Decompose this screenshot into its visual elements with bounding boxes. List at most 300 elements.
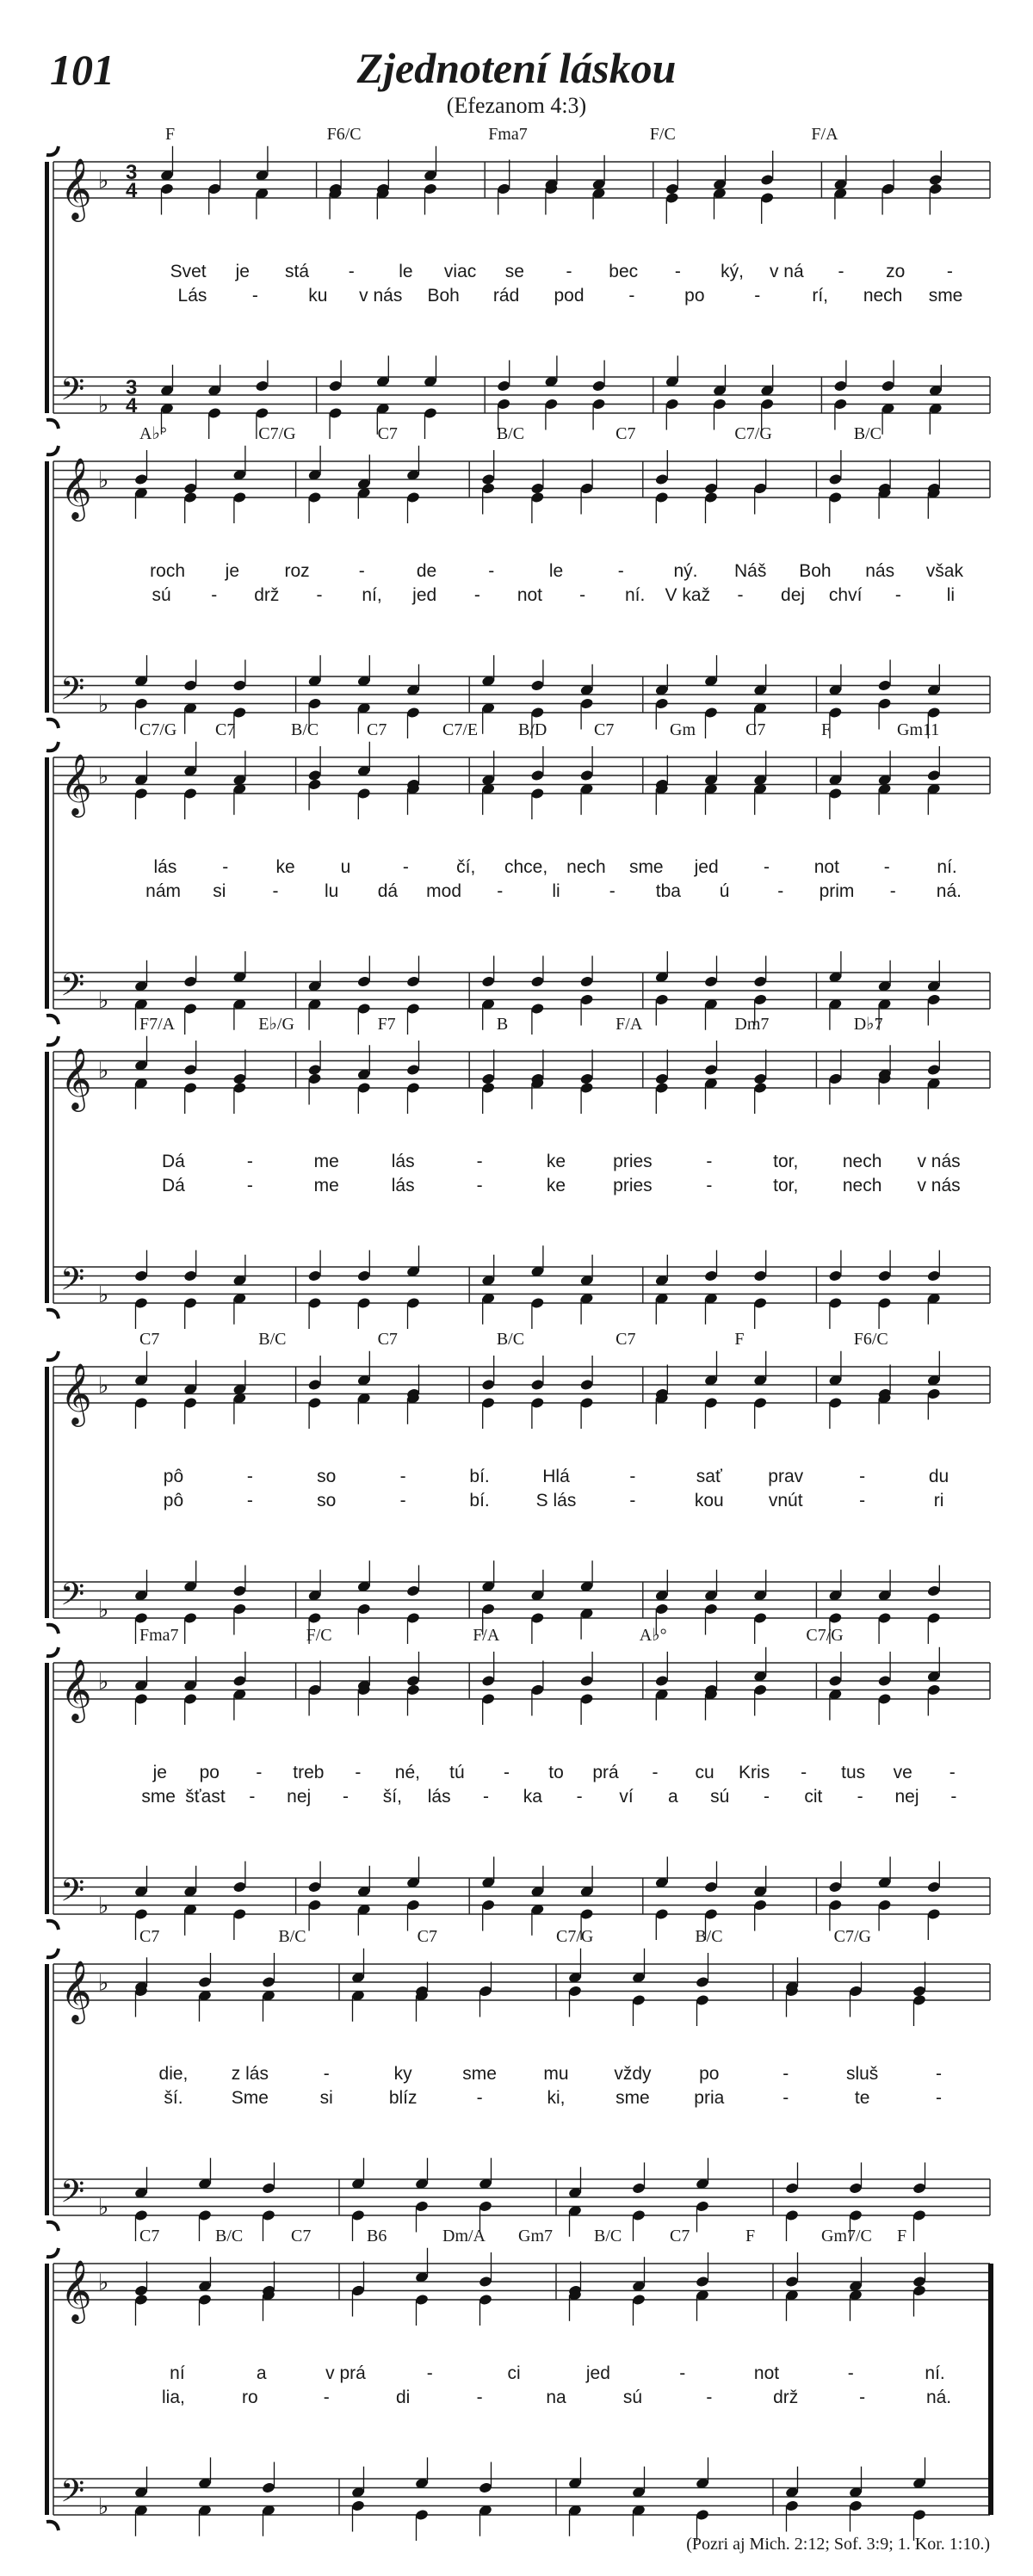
- chord-symbol: F7/A: [139, 1015, 176, 1034]
- lyric-syllable: rád: [492, 286, 520, 306]
- lyric-syllable: dá: [377, 881, 399, 901]
- lyric-syllable: Svet: [170, 262, 207, 281]
- lyric-syllable: né,: [394, 1763, 421, 1782]
- note-head: [579, 1379, 594, 1392]
- key-flat-icon: ♭: [98, 1281, 109, 1307]
- note-head: [753, 1397, 768, 1410]
- lyric-syllable: lás: [391, 1152, 415, 1171]
- note-head: [828, 788, 843, 800]
- note-head: [654, 1675, 669, 1688]
- note-head: [232, 679, 247, 692]
- treble-clef-icon: 𝄞: [60, 1049, 92, 1109]
- note-head: [232, 1908, 247, 1921]
- note-head: [262, 2209, 276, 2222]
- lyric-syllable: -: [936, 2064, 943, 2084]
- lyric-syllable: ní.: [925, 2363, 945, 2383]
- lyric-syllable: -: [857, 1787, 863, 1807]
- lyric-syllable: nám: [145, 881, 182, 901]
- chord-symbol: B6: [367, 2227, 387, 2246]
- note-head: [183, 1082, 198, 1095]
- note-head: [479, 2200, 493, 2213]
- note-head: [579, 993, 594, 1006]
- lyric-syllable: me: [313, 1176, 339, 1195]
- note-head: [785, 2276, 800, 2289]
- note-head: [351, 2499, 366, 2512]
- note-head: [406, 1003, 421, 1016]
- treble-clef-icon: 𝄞: [60, 1660, 92, 1720]
- note-head: [232, 1082, 247, 1095]
- key-flat-icon: ♭: [98, 2493, 109, 2519]
- lyric-syllable: bí.: [469, 1467, 490, 1486]
- lyric-syllable: V kaž: [665, 585, 711, 605]
- lyric-syllable: -: [246, 1491, 253, 1510]
- note-head: [760, 192, 775, 205]
- note-head: [232, 1881, 247, 1893]
- chord-symbol: C7/G: [833, 1927, 872, 1946]
- note-head: [654, 473, 669, 486]
- note-head: [654, 1072, 669, 1085]
- note-head: [481, 482, 496, 495]
- note-head: [696, 1976, 710, 1989]
- note-head: [406, 1683, 421, 1696]
- chord-symbol: F/A: [615, 1015, 643, 1034]
- footnote: (Pozri aj Mich. 2:12; Sof. 3:9; 1. Kor. 1:10.): [686, 2535, 990, 2554]
- chord-symbol: Gm11: [897, 720, 940, 739]
- note-head: [579, 1675, 594, 1688]
- note-head: [307, 1072, 322, 1085]
- system-8: [45, 2227, 993, 2541]
- note-head: [828, 1881, 843, 1893]
- lyric-syllable: Hlá: [542, 1467, 570, 1486]
- system-bracket: [45, 1964, 49, 2215]
- note-head: [406, 1082, 421, 1095]
- lyric-syllable: -: [399, 1467, 406, 1486]
- lyric-syllable: -: [859, 1467, 866, 1486]
- bracket-hook-bottom: [46, 1625, 59, 1634]
- note-head: [530, 1612, 545, 1625]
- note-head: [481, 1072, 496, 1085]
- lyric-syllable: so: [317, 1491, 337, 1510]
- note-head: [481, 1693, 496, 1706]
- note-head: [849, 2499, 863, 2512]
- note-head: [183, 1064, 198, 1077]
- note-head: [351, 2284, 366, 2297]
- lyric-syllable: -: [251, 286, 258, 306]
- lyric-syllable: pod: [554, 286, 585, 306]
- note-head: [828, 1675, 843, 1688]
- note-head: [926, 1387, 941, 1400]
- note-head: [307, 1064, 322, 1077]
- lyric-syllable: lu: [325, 881, 339, 901]
- system-bracket: [45, 2264, 49, 2515]
- note-head: [479, 2481, 493, 2494]
- note-head: [926, 1612, 941, 1625]
- lyric-syllable: na: [546, 2388, 566, 2407]
- note-head: [928, 182, 943, 195]
- lyric-syllable: so: [317, 1467, 337, 1486]
- system-bracket: [45, 162, 49, 413]
- note-head: [232, 1072, 247, 1085]
- lyric-syllable: jed: [412, 585, 437, 605]
- note-head: [262, 2481, 276, 2494]
- note-head: [160, 182, 175, 195]
- note-head: [654, 697, 669, 710]
- lyric-syllable: v ná: [769, 262, 804, 281]
- chord-symbol: F: [821, 720, 832, 739]
- note-head: [654, 1082, 669, 1095]
- lyric-syllable: -: [889, 881, 896, 901]
- lyric-syllable: -: [249, 1787, 256, 1807]
- lyric-syllable: dej: [781, 585, 806, 605]
- lyric-syllable: mu: [543, 2064, 569, 2084]
- note-head: [134, 788, 149, 800]
- lyric-syllable: -: [246, 1176, 253, 1195]
- note-head: [828, 1612, 843, 1625]
- lyric-syllable: -: [629, 1491, 636, 1510]
- lyric-syllable: po: [699, 2064, 720, 2084]
- note-head: [232, 491, 247, 504]
- note-head: [356, 1269, 371, 1282]
- note-head: [406, 1899, 421, 1912]
- note-head: [497, 380, 511, 392]
- note-head: [481, 1899, 496, 1912]
- system-bracket: [45, 1663, 49, 1914]
- lyric-syllable: -: [859, 1491, 866, 1510]
- note-head: [881, 182, 895, 195]
- note-head: [307, 1297, 322, 1310]
- note-head: [307, 769, 322, 782]
- note-head: [704, 1603, 719, 1615]
- lyric-syllable: nech: [842, 1152, 882, 1171]
- bracket-hook-bottom: [46, 1310, 59, 1319]
- treble-clef-icon: 𝄞: [60, 755, 92, 814]
- lyric-syllable: -: [358, 561, 365, 581]
- key-flat-icon: ♭: [98, 690, 109, 717]
- note-head: [591, 398, 606, 411]
- note-head: [696, 2509, 710, 2522]
- lyric-syllable: -: [488, 561, 495, 581]
- lyric-syllable: sluš: [845, 2064, 879, 2084]
- note-head: [753, 1683, 768, 1696]
- note-head: [785, 2182, 800, 2195]
- note-head: [307, 1881, 322, 1893]
- lyric-syllable: bí.: [469, 1491, 490, 1510]
- lyric-syllable: Sme: [231, 2088, 269, 2108]
- note-head: [183, 679, 198, 692]
- note-head: [704, 1269, 719, 1282]
- lyric-syllable: je: [152, 1763, 167, 1782]
- lyric-syllable: -: [355, 1763, 362, 1782]
- note-head: [828, 1072, 843, 1085]
- lyric-syllable: v nás: [917, 1176, 961, 1195]
- note-head: [579, 482, 594, 495]
- note-head: [356, 1082, 371, 1095]
- lyric-syllable: -: [679, 2363, 686, 2383]
- chord-symbol: C7: [291, 2227, 312, 2246]
- lyric-syllable: Boh: [427, 286, 460, 306]
- note-head: [704, 975, 719, 988]
- chord-symbol: F: [165, 125, 176, 144]
- chord-symbol: Dm/A: [442, 2227, 486, 2246]
- note-head: [356, 788, 371, 800]
- lyric-syllable: -: [246, 1467, 253, 1486]
- note-head: [912, 2284, 927, 2297]
- treble-clef-icon: 𝄞: [60, 1364, 92, 1424]
- note-head: [544, 398, 559, 411]
- lyric-syllable: -: [764, 857, 770, 877]
- note-head: [530, 1297, 545, 1310]
- note-head: [497, 398, 511, 411]
- lyric-syllable: pô: [163, 1467, 184, 1486]
- lyric-syllable: pria: [694, 2088, 725, 2108]
- lyric-syllable: -: [617, 561, 624, 581]
- bass-clef-icon: 𝄢: [60, 967, 85, 1010]
- note-head: [877, 1297, 892, 1310]
- note-head: [654, 1908, 669, 1921]
- note-head: [406, 1675, 421, 1688]
- lyric-syllable: -: [343, 1787, 349, 1807]
- lyric-syllable: z lás: [231, 2064, 269, 2084]
- chord-symbol: C7: [139, 1927, 160, 1946]
- note-head: [849, 2182, 863, 2195]
- hymn-number: 101: [50, 46, 114, 94]
- lyric-syllable: si: [319, 2088, 333, 2108]
- note-head: [753, 1612, 768, 1625]
- note-head: [926, 993, 941, 1006]
- note-head: [134, 1397, 149, 1410]
- chord-symbol: C7: [615, 1330, 636, 1349]
- lyric-syllable: vnút: [768, 1491, 803, 1510]
- lyric-syllable: -: [950, 1787, 957, 1807]
- note-head: [912, 1985, 927, 1998]
- lyric-syllable: Lás: [177, 286, 207, 306]
- lyric-syllable: -: [754, 286, 761, 306]
- lyric-syllable: -: [894, 585, 901, 605]
- lyric-syllable: prav: [768, 1467, 804, 1486]
- note-head: [530, 769, 545, 782]
- lyric-syllable: tú: [449, 1763, 465, 1782]
- note-head: [849, 1985, 863, 1998]
- lyric-syllable: -: [782, 2088, 789, 2108]
- chord-symbol: A♭°: [639, 1626, 667, 1645]
- system-bracket: [45, 1367, 49, 1618]
- note-head: [351, 2209, 366, 2222]
- lyric-syllable: tor,: [773, 1152, 799, 1171]
- note-head: [881, 380, 895, 392]
- note-head: [753, 1072, 768, 1085]
- note-head: [481, 975, 496, 988]
- lyric-syllable: li: [946, 585, 956, 605]
- lyric-syllable: ví: [619, 1787, 634, 1807]
- key-flat-icon: ♭: [98, 1057, 109, 1084]
- bracket-hook-bottom: [46, 2522, 59, 2530]
- note-head: [654, 491, 669, 504]
- chord-symbol: B/C: [496, 1330, 525, 1349]
- note-head: [828, 707, 843, 720]
- lyric-syllable: te: [854, 2088, 870, 2108]
- note-head: [579, 1693, 594, 1706]
- note-head: [406, 975, 421, 988]
- key-flat-icon: ♭: [98, 1969, 109, 1996]
- lyric-syllable: rí,: [812, 286, 829, 306]
- note-head: [530, 482, 545, 495]
- system-1: [45, 125, 990, 439]
- hymn-title: Zjednotení láskou: [356, 44, 677, 92]
- bass-clef-icon: 𝄢: [60, 671, 85, 714]
- note-head: [877, 1612, 892, 1625]
- note-head: [632, 2294, 646, 2307]
- note-head: [926, 1881, 941, 1893]
- lyric-syllable: ní.: [625, 585, 646, 605]
- note-head: [356, 1297, 371, 1310]
- note-head: [479, 1985, 493, 1998]
- note-head: [696, 2276, 710, 2289]
- note-head: [134, 2284, 149, 2297]
- lyric-syllable: not: [516, 585, 543, 605]
- note-head: [307, 1899, 322, 1912]
- chord-symbol: C7/G: [556, 1927, 594, 1946]
- chord-symbol: C7/G: [806, 1626, 844, 1645]
- note-head: [665, 182, 679, 195]
- note-head: [183, 1397, 198, 1410]
- key-flat-icon: ♭: [98, 466, 109, 493]
- lyric-syllable: to: [548, 1763, 564, 1782]
- lyric-syllable: -: [476, 1152, 483, 1171]
- lyric-syllable: ší,: [382, 1787, 402, 1807]
- lyric-syllable: le: [548, 561, 564, 581]
- chord-symbol: F/A: [473, 1626, 500, 1645]
- bass-clef-icon: 𝄢: [60, 1577, 85, 1620]
- lyric-syllable: ro: [242, 2388, 258, 2407]
- lyric-syllable: ke: [275, 857, 295, 877]
- lyric-syllable: však: [925, 561, 963, 581]
- chord-symbol: C7: [615, 424, 636, 443]
- note-head: [877, 1693, 892, 1706]
- lyric-syllable: sme: [628, 857, 664, 877]
- note-head: [481, 1675, 496, 1688]
- lyric-syllable: -: [579, 585, 586, 605]
- note-head: [912, 2276, 927, 2289]
- lyric-syllable: chví: [828, 585, 863, 605]
- note-head: [696, 1994, 710, 2007]
- lyric-syllable: sme: [141, 1787, 176, 1807]
- bass-clef-icon: 𝄢: [60, 2474, 85, 2517]
- note-head: [307, 1683, 322, 1696]
- note-head: [704, 482, 719, 495]
- note-head: [134, 1297, 149, 1310]
- chord-symbol: Gm7/C: [821, 2227, 872, 2246]
- note-head: [926, 1908, 941, 1921]
- chord-symbol: C7/E: [442, 720, 479, 739]
- chord-symbol: B: [496, 1015, 509, 1034]
- final-bar-line: [988, 2264, 993, 2515]
- bracket-hook-top: [46, 742, 59, 751]
- note-head: [833, 398, 848, 411]
- lyric-syllable: -: [946, 262, 953, 281]
- lyric-syllable: -: [483, 1787, 489, 1807]
- note-head: [262, 2182, 276, 2195]
- lyric-syllable: Kris: [739, 1763, 770, 1782]
- system-3: [45, 720, 990, 1035]
- note-head: [579, 1072, 594, 1085]
- lyric-syllable: -: [847, 2363, 854, 2383]
- lyric-syllable: -: [609, 881, 615, 901]
- key-flat-icon: ♭: [98, 1892, 109, 1918]
- note-head: [356, 975, 371, 988]
- note-head: [828, 473, 843, 486]
- lyric-syllable: -: [737, 585, 744, 605]
- note-head: [134, 1269, 149, 1282]
- note-head: [833, 380, 848, 392]
- lyric-syllable: je: [235, 262, 250, 281]
- chord-symbol: C7: [745, 720, 766, 739]
- lyric-syllable: sme: [615, 2088, 650, 2108]
- note-head: [255, 407, 269, 420]
- lyric-syllable: -: [936, 2088, 943, 2108]
- chord-symbol: C7: [139, 1330, 160, 1349]
- lyric-syllable: pries: [613, 1152, 653, 1171]
- note-head: [591, 380, 606, 392]
- lyric-syllable: se: [504, 262, 524, 281]
- lyric-syllable: -: [316, 585, 323, 605]
- lyric-syllable: me: [313, 1152, 339, 1171]
- note-head: [704, 491, 719, 504]
- note-head: [713, 398, 727, 411]
- treble-clef-icon: 𝄞: [60, 2261, 92, 2320]
- note-head: [579, 769, 594, 782]
- treble-clef-icon: 𝄞: [60, 459, 92, 518]
- lyric-syllable: -: [838, 262, 844, 281]
- note-head: [255, 380, 269, 392]
- system-5: [45, 1330, 990, 1644]
- lyric-syllable: v prá: [325, 2363, 366, 2383]
- note-head: [828, 1397, 843, 1410]
- chord-symbol: B/C: [496, 424, 525, 443]
- note-head: [928, 174, 943, 187]
- chord-symbol: C7/G: [139, 720, 177, 739]
- note-head: [183, 1003, 198, 1016]
- lyric-syllable: -: [211, 585, 218, 605]
- chord-symbol: C7: [215, 720, 236, 739]
- lyric-syllable: ní,: [362, 585, 382, 605]
- time-signature-top: 3: [126, 161, 138, 184]
- note-head: [912, 2182, 927, 2195]
- note-head: [665, 192, 679, 205]
- chord-symbol: F/A: [811, 125, 838, 144]
- lyric-syllable: lás: [391, 1176, 415, 1195]
- lyric-syllable: po: [199, 1763, 220, 1782]
- lyric-syllable: -: [782, 2064, 789, 2084]
- chord-symbol: C7/G: [258, 424, 296, 443]
- note-head: [406, 491, 421, 504]
- lyric-syllable: S lás: [535, 1491, 577, 1510]
- lyric-syllable: roch: [150, 561, 186, 581]
- lyric-syllable: zo: [886, 262, 906, 281]
- lyric-syllable: sú: [710, 1787, 730, 1807]
- lyric-syllable: ný.: [673, 561, 698, 581]
- chord-symbol: B/C: [594, 2227, 622, 2246]
- lyric-syllable: -: [628, 286, 635, 306]
- note-head: [785, 2499, 800, 2512]
- lyric-syllable: -: [674, 262, 681, 281]
- bracket-hook-top: [46, 2248, 59, 2257]
- system-bracket: [45, 757, 49, 1009]
- lyric-syllable: -: [473, 585, 480, 605]
- chord-symbol: E♭/G: [258, 1015, 294, 1034]
- note-head: [753, 1297, 768, 1310]
- lyric-syllable: -: [476, 2088, 483, 2108]
- note-head: [415, 2509, 430, 2522]
